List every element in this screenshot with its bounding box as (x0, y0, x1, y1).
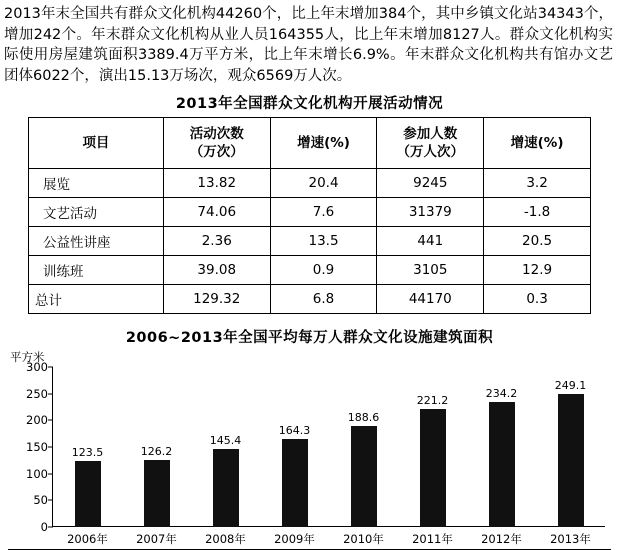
table-row (29, 198, 591, 227)
x-axis-label: 2010年 (343, 532, 384, 546)
col-header-count (163, 118, 270, 169)
bar (558, 394, 584, 527)
table-row (29, 227, 591, 256)
table-body (29, 169, 591, 314)
bar-value-label: 123.5 (71, 446, 104, 460)
row-label: 展览 (29, 169, 164, 198)
col-header-people-line2: （万人次） (396, 144, 465, 160)
row-count: 13.82 (163, 169, 270, 198)
col-header-people-line1: 参加人数 (403, 126, 458, 142)
row-label: 训练班 (29, 256, 164, 285)
bar-value-label: 221.2 (416, 394, 449, 408)
table-header (29, 118, 591, 169)
bar (282, 439, 308, 527)
bar-value-label: 188.6 (347, 411, 380, 425)
bar-value-label: 249.1 (554, 379, 587, 393)
table-row (29, 169, 591, 198)
col-header-growth1-line1: 增速(%) (297, 135, 350, 151)
row-people: 441 (377, 227, 484, 256)
row-count: 39.08 (163, 256, 270, 285)
bar-column (264, 367, 325, 527)
row-growth1: 20.4 (270, 169, 377, 198)
data-table-container (0, 117, 619, 314)
row-growth1: 6.8 (270, 285, 377, 314)
table-title: 2013年全国群众文化机构开展活动情况 (175, 96, 444, 112)
y-axis-tick: 100 (18, 467, 48, 481)
intro-paragraph: 2013年末全国共有群众文化机构44260个，比上年末增加384个，其中乡镇文化站34343个，增加242个。年末群众文化机构从业人员164355人，比上年末增加8127人。群众文化机构实际使用房屋建筑面积3389.4万平方米，比上年末增长6.9%。年末群众文化机构共有馆办文艺团体6022个，演出15.13万场次，观众6569万人次。 (4, 6, 613, 84)
row-count: 129.32 (163, 285, 270, 314)
x-axis-label: 2013年 (550, 532, 591, 546)
bar-column (57, 367, 118, 527)
x-axis-label: 2011年 (412, 532, 453, 546)
row-people: 9245 (377, 169, 484, 198)
row-people: 31379 (377, 198, 484, 227)
bar-chart (8, 349, 611, 550)
bar-value-label: 164.3 (278, 424, 311, 438)
y-axis-tick: 300 (18, 360, 48, 374)
y-axis-tick: 50 (18, 493, 48, 507)
row-count: 2.36 (163, 227, 270, 256)
col-header-people (377, 118, 484, 169)
bar-column (333, 367, 394, 527)
bar (144, 460, 170, 527)
row-label: 总计 (29, 285, 164, 314)
row-label: 文艺活动 (29, 198, 164, 227)
row-growth1: 7.6 (270, 198, 377, 227)
row-growth2: 3.2 (484, 169, 591, 198)
x-axis-label: 2009年 (274, 532, 315, 546)
bar-value-label: 145.4 (209, 434, 242, 448)
bar-series (53, 367, 605, 527)
row-growth1: 0.9 (270, 256, 377, 285)
col-header-item-line1: 项目 (82, 135, 110, 151)
activity-table (28, 117, 591, 314)
col-header-count-line1: 活动次数 (189, 126, 244, 142)
x-axis-label: 2008年 (205, 532, 246, 546)
row-count: 74.06 (163, 198, 270, 227)
bar-column (471, 367, 532, 527)
bar-value-label: 126.2 (140, 444, 173, 458)
col-header-growth1 (270, 118, 377, 169)
table-row (29, 256, 591, 285)
y-axis-label: 平方米 (10, 350, 45, 364)
bar (489, 402, 515, 527)
bar (420, 409, 446, 527)
row-growth2: 20.5 (484, 227, 591, 256)
bar (75, 461, 101, 527)
bar-column (540, 367, 601, 527)
x-axis-label: 2012年 (481, 532, 522, 546)
x-axis-label: 2007年 (136, 532, 177, 546)
row-growth2: 12.9 (484, 256, 591, 285)
x-axis-labels (53, 531, 605, 547)
bar-value-label: 234.2 (485, 387, 518, 401)
y-axis-tick: 150 (18, 440, 48, 454)
bar-column (126, 367, 187, 527)
y-axis-tick: 0 (18, 520, 48, 534)
chart-title: 2006~2013年全国平均每万人群众文化设施建筑面积 (125, 330, 494, 346)
y-axis-tick: 250 (18, 387, 48, 401)
table-row-total (29, 285, 591, 314)
bar-column (402, 367, 463, 527)
chart-plot-area (26, 360, 605, 534)
row-growth1: 13.5 (270, 227, 377, 256)
row-label: 公益性讲座 (29, 227, 164, 256)
row-growth2: -1.8 (484, 198, 591, 227)
col-header-count-line2: （万次） (189, 144, 244, 160)
bar (351, 426, 377, 527)
col-header-item (29, 118, 164, 169)
row-growth2: 0.3 (484, 285, 591, 314)
col-header-growth2 (484, 118, 591, 169)
row-people: 3105 (377, 256, 484, 285)
y-axis-tick: 200 (18, 413, 48, 427)
col-header-growth2-line1: 增速(%) (510, 135, 564, 151)
table-header-row (29, 118, 591, 169)
row-people: 44170 (377, 285, 484, 314)
x-axis-label: 2006年 (67, 532, 108, 546)
bar-column (195, 367, 256, 527)
bar (213, 449, 239, 527)
